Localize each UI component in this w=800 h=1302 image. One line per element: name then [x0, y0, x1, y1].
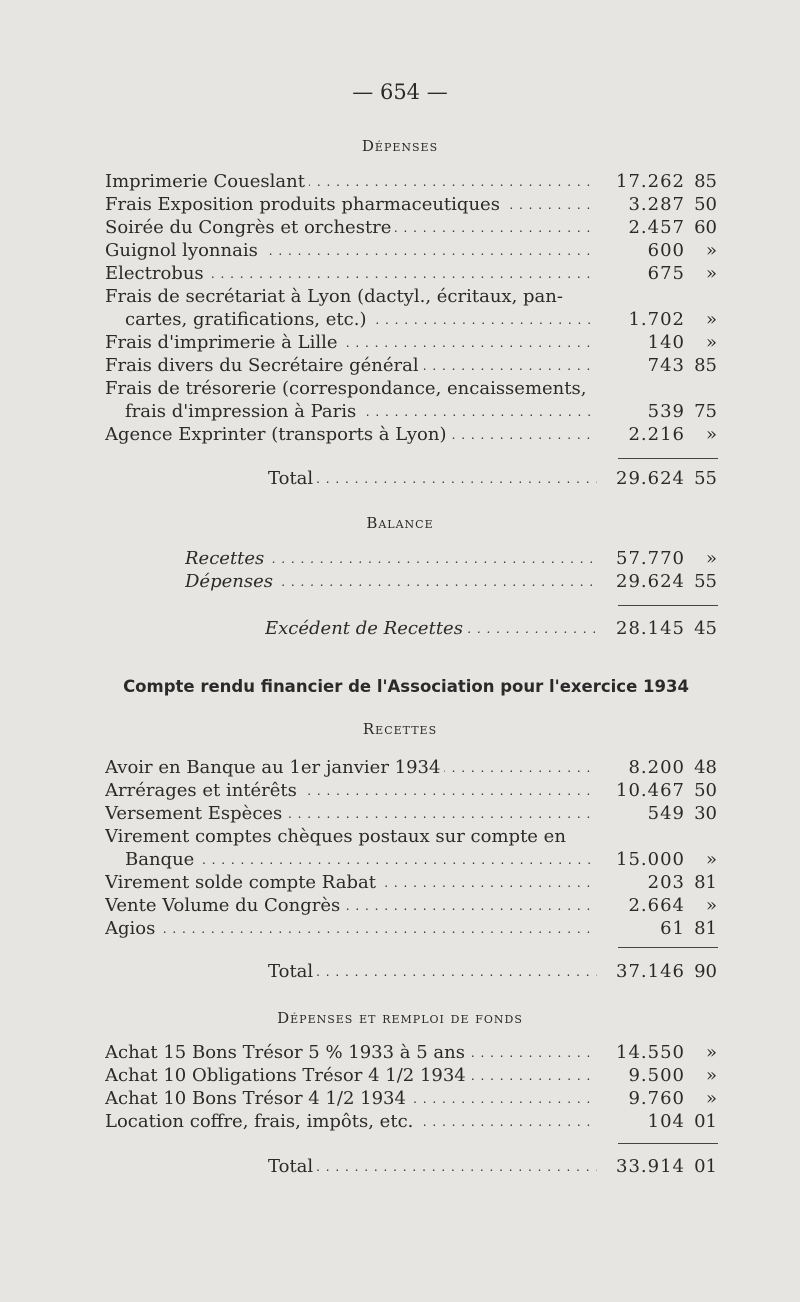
total-amount: 37.146	[616, 961, 685, 982]
expense-amount: 675	[647, 263, 685, 284]
receipt-amount: 549	[647, 803, 685, 824]
balance-depenses-label: Dépenses	[185, 571, 277, 592]
expense-row	[105, 170, 717, 194]
investment-amount: 104	[647, 1111, 685, 1132]
expense-amount: 1.702	[628, 309, 685, 330]
expense-label: Frais divers du Secrétaire général	[105, 355, 423, 376]
recettes-heading: Recettes	[362, 720, 438, 738]
investment-row	[105, 1087, 717, 1111]
investment-amount: 14.550	[616, 1042, 685, 1063]
receipt-cents: 50	[694, 780, 717, 801]
receipt-row	[105, 779, 717, 803]
excedent-label: Excédent de Recettes	[265, 618, 467, 639]
receipt-amount: 2.664	[628, 895, 685, 916]
sum-rule	[618, 947, 718, 948]
expense-label: Frais de trésorerie (correspondance, encaissements,	[105, 378, 590, 399]
investment-label: Achat 10 Bons Trésor 4 1/2 1934	[105, 1088, 410, 1109]
receipt-label: Avoir en Banque au 1er janvier 1934	[105, 757, 444, 778]
balance-recettes-amount: 57.770	[616, 548, 685, 569]
expense-row	[105, 308, 717, 332]
total-label: Total	[268, 468, 317, 489]
expense-row	[105, 193, 717, 217]
total-label: Total	[268, 1156, 317, 1177]
investment-label: Location coffre, frais, impôts, etc.	[105, 1111, 417, 1132]
receipt-label: Virement comptes chèques postaux sur compte en	[105, 826, 570, 847]
expense-row-first-line	[105, 285, 717, 309]
balance-heading: Balance	[366, 514, 434, 532]
receipt-label: Arrérages et intérêts	[105, 780, 301, 801]
total-amount: 29.624	[616, 468, 685, 489]
balance-depenses-row	[105, 570, 717, 594]
receipt-amount: 203	[647, 872, 685, 893]
depenses-remploi-heading: Dépenses et remploi de fonds	[277, 1009, 523, 1027]
receipt-row	[105, 802, 717, 826]
receipt-cents: 81	[694, 918, 717, 939]
receipt-cents: 48	[694, 757, 717, 778]
receipt-amount: 10.467	[616, 780, 685, 801]
receipt-amount: 61	[660, 918, 685, 939]
investment-cents: »	[705, 1042, 717, 1063]
expense-label: Soirée du Congrès et orchestre	[105, 217, 395, 238]
balance-depenses-amount: 29.624	[616, 571, 685, 592]
investment-cents: »	[705, 1065, 717, 1086]
expense-row	[105, 423, 717, 447]
balance-depenses-cents: 55	[694, 571, 717, 592]
expense-row	[105, 331, 717, 355]
balance-recettes-cents: »	[705, 548, 717, 569]
expense-row	[105, 262, 717, 286]
expense-cents: »	[705, 263, 717, 284]
investment-amount: 9.760	[628, 1088, 685, 1109]
expense-cents: 75	[694, 401, 717, 422]
receipt-row	[105, 894, 717, 918]
investment-cents: 01	[694, 1111, 717, 1132]
expense-amount: 3.287	[628, 194, 685, 215]
expense-cents: »	[705, 240, 717, 261]
expense-amount: 539	[647, 401, 685, 422]
receipt-cents: 81	[694, 872, 717, 893]
expense-total-row	[105, 467, 717, 491]
depenses-heading: Dépenses	[361, 137, 439, 155]
expense-cents: »	[705, 332, 717, 353]
receipt-label: Agios	[105, 918, 159, 939]
expense-amount: 17.262	[616, 171, 685, 192]
expense-cents: 85	[694, 171, 717, 192]
receipt-label-cont: Banque	[125, 849, 198, 870]
investment-amount: 9.500	[628, 1065, 685, 1086]
expense-label: Frais de secrétariat à Lyon (dactyl., écritaux, pan-	[105, 286, 567, 307]
sum-rule	[618, 605, 718, 606]
expense-amount: 140	[647, 332, 685, 353]
page-number: — 654 —	[352, 80, 448, 104]
receipt-row	[105, 871, 717, 895]
investment-label: Achat 15 Bons Trésor 5 % 1933 à 5 ans	[105, 1042, 469, 1063]
receipt-amount: 15.000	[616, 849, 685, 870]
sum-rule	[618, 1143, 718, 1144]
receipt-cents: 30	[694, 803, 717, 824]
expense-label-cont: frais d'impression à Paris	[125, 401, 360, 422]
expense-label: Agence Exprinter (transports à Lyon)	[105, 424, 451, 445]
receipt-row-first-line	[105, 825, 717, 849]
receipt-cents: »	[705, 849, 717, 870]
expense-label-cont: cartes, gratifications, etc.)	[125, 309, 370, 330]
expense-cents: »	[705, 309, 717, 330]
investments-total-row	[105, 1155, 717, 1179]
receipt-label: Vente Volume du Congrès	[105, 895, 344, 916]
expense-label: Frais Exposition produits pharmaceutiques	[105, 194, 504, 215]
expense-label: Guignol lyonnais	[105, 240, 262, 261]
investment-cents: »	[705, 1088, 717, 1109]
excedent-amount: 28.145	[616, 618, 685, 639]
investment-row	[105, 1110, 717, 1134]
total-cents: 55	[694, 468, 717, 489]
expense-cents: 50	[694, 194, 717, 215]
expense-amount: 743	[647, 355, 685, 376]
expense-amount: 2.216	[628, 424, 685, 445]
total-cents: 01	[694, 1156, 717, 1177]
expense-cents: 60	[694, 217, 717, 238]
receipt-label: Versement Espèces	[105, 803, 286, 824]
receipt-cents: »	[705, 895, 717, 916]
excedent-cents: 45	[694, 618, 717, 639]
section-title: Compte rendu financier de l'Association pour l'exercice 1934	[123, 677, 689, 696]
expense-label: Electrobus	[105, 263, 208, 284]
expense-cents: 85	[694, 355, 717, 376]
investment-label: Achat 10 Obligations Trésor 4 1/2 1934	[105, 1065, 470, 1086]
receipts-total-row	[105, 960, 717, 984]
expense-amount: 600	[647, 240, 685, 261]
balance-recettes-row	[105, 547, 717, 571]
total-label: Total	[268, 961, 317, 982]
expense-label: Imprimerie Coueslant	[105, 171, 309, 192]
expense-cents: »	[705, 424, 717, 445]
total-amount: 33.914	[616, 1156, 685, 1177]
balance-recettes-label: Recettes	[185, 548, 268, 569]
expense-amount: 2.457	[628, 217, 685, 238]
receipt-amount: 8.200	[628, 757, 685, 778]
receipt-row	[105, 756, 717, 780]
investment-row	[105, 1064, 717, 1088]
expense-row	[105, 400, 717, 424]
receipt-row	[105, 917, 717, 941]
expense-row	[105, 354, 717, 378]
total-cents: 90	[694, 961, 717, 982]
expense-label: Frais d'imprimerie à Lille	[105, 332, 342, 353]
investment-row	[105, 1041, 717, 1065]
excedent-row	[105, 617, 717, 641]
receipt-label: Virement solde compte Rabat	[105, 872, 380, 893]
expense-row	[105, 216, 717, 240]
receipt-row	[105, 848, 717, 872]
expense-row-first-line	[105, 377, 717, 401]
sum-rule	[618, 458, 718, 459]
expense-row	[105, 239, 717, 263]
